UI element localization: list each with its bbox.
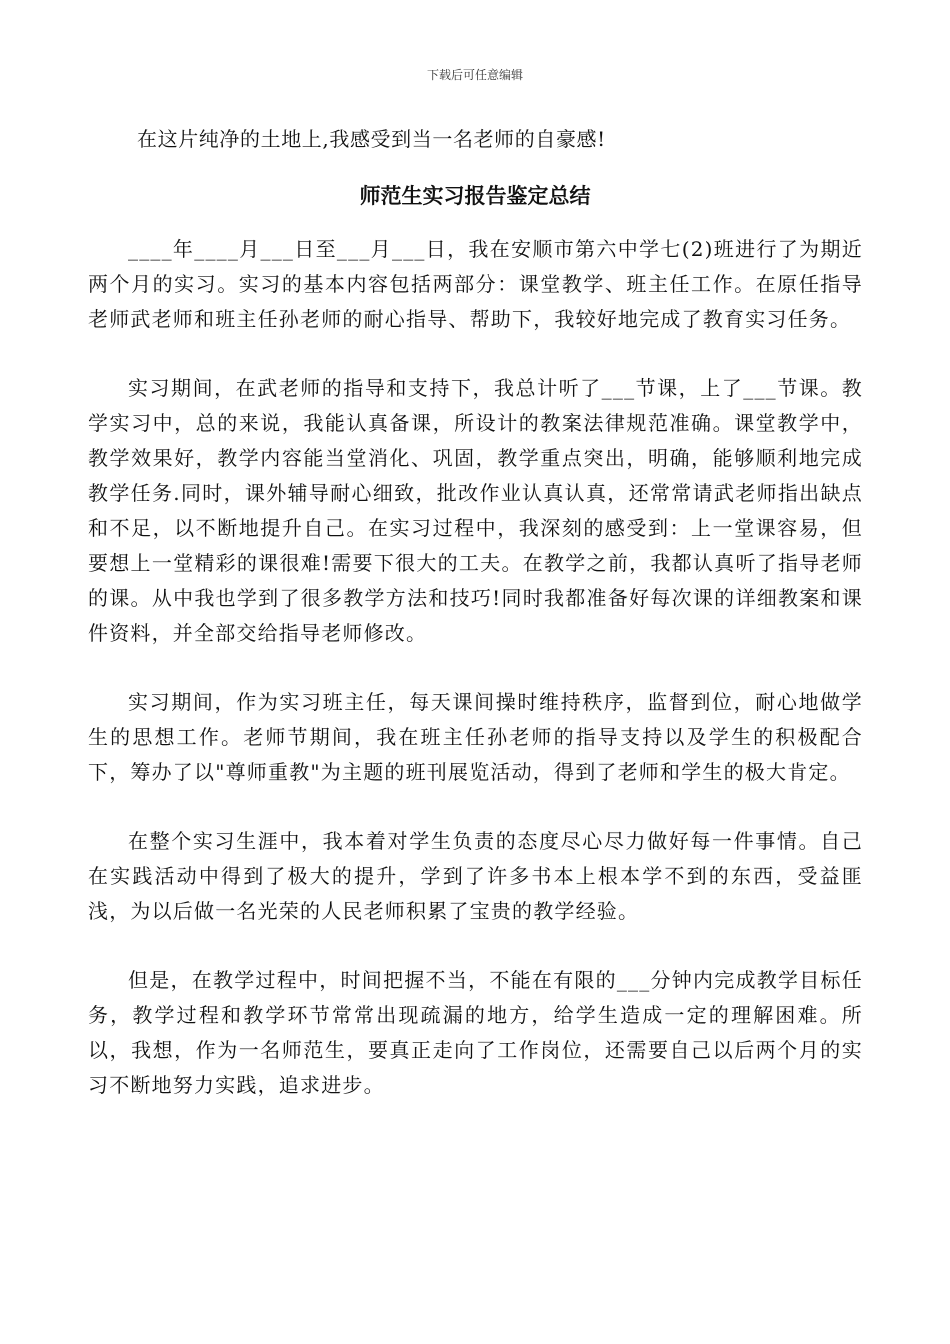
intro-line: 在这片纯净的土地上,我感受到当一名老师的自豪感! (137, 127, 606, 151)
paragraph: 实习期间，作为实习班主任，每天课间操时维持秩序，监督到位，耐心地做学生的思想工作。老师节期间，我在班主任孙老师的指导支持以及学生的积极配合下，筹办了以"尊师重教"为主题的班刊展览活动，得到了老师和学生的极大肯定。 (88, 690, 863, 784)
header-note: 下载后可任意编辑 (426, 68, 523, 82)
paragraph: 实习期间，在武老师的指导和支持下，我总计听了___节课，上了___节课。教学实习中，总的来说，我能认真备课，所设计的教案法律规范准确。课堂教学中，教学效果好，教学内容能当堂消化、巩固，教学重点突出，明确，能够顺利地完成教学任务.同时，课外辅导耐心细致，批改作业认真认真，还常常请武老师指出缺点和不足，以不断地提升自己。在实习过程中，我深刻的感受到：上一堂课容易，但要想上一堂精彩的课很难!需要下很大的工夫。在教学之前，我都认真听了指导老师的课。从中我也学到了很多教学方法和技巧!同时我都准备好每次课的详细教案和课件资料，并全部交给指导老师修改。 (88, 376, 863, 645)
document-title: 师范生实习报告鉴定总结 (359, 184, 591, 208)
paragraph: 但是，在教学过程中，时间把握不当，不能在有限的___分钟内完成教学目标任务，教学过程和教学环节常常出现疏漏的地方，给学生造成一定的理解困难。所以，我想，作为一名师范生，要真正走向了工作岗位，还需要自己以后两个月的实习不断地努力实践，追求进步。 (88, 968, 863, 1097)
paragraph: 在整个实习生涯中，我本着对学生负责的态度尽心尽力做好每一件事情。自己在实践活动中得到了极大的提升，学到了许多书本上根本学不到的东西，受益匪浅，为以后做一名光荣的人民老师积累了宝贵的教学经验。 (88, 829, 863, 923)
paragraph: ____年____月___日至___月___日，我在安顺市第六中学七(2)班进行了为期近两个月的实习。实习的基本内容包括两部分：课堂教学、班主任工作。在原任指导老师武老师和班主任孙老师的耐心指导、帮助下，我较好地完成了教育实习任务。 (88, 237, 863, 331)
document-body (88, 232, 863, 1137)
